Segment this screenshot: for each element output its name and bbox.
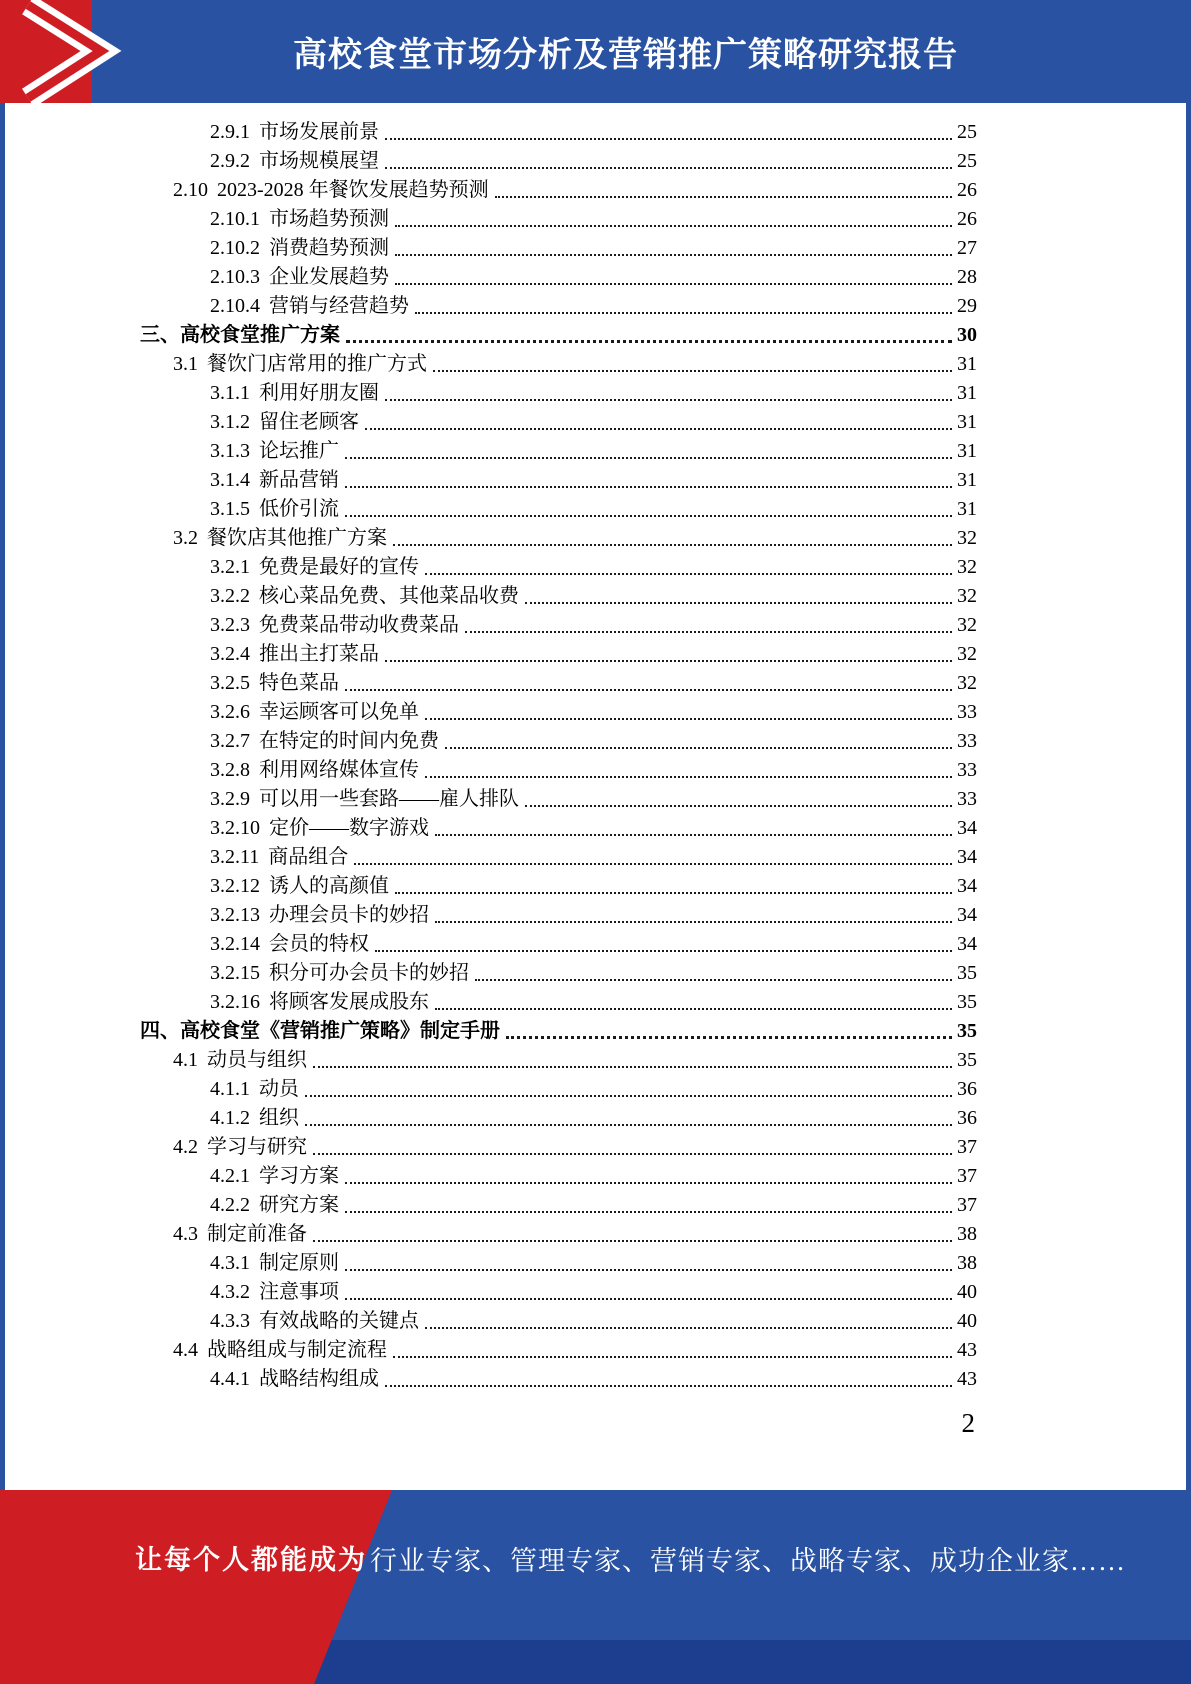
toc-entry: [140, 523, 977, 552]
toc-entry-number: 3.2.9: [210, 788, 250, 810]
toc-entry-page: 31: [957, 411, 977, 433]
toc-entry-number: 3.2.1: [210, 556, 250, 578]
toc-entry-page: 32: [957, 672, 977, 694]
toc-leader-dots: [395, 225, 952, 227]
toc-entry-number: 3.2.6: [210, 701, 250, 723]
toc-entry-number: 4.2: [173, 1136, 198, 1158]
toc-leader-dots: [375, 950, 952, 952]
toc-entry: [140, 610, 977, 639]
toc-leader-dots: [425, 776, 952, 778]
toc-entry: [140, 1335, 977, 1364]
toc-entry-page: 32: [957, 585, 977, 607]
toc-leader-dots: [345, 1269, 952, 1271]
toc-entry: [140, 320, 977, 349]
toc-entry-page: 37: [957, 1136, 977, 1158]
toc-entry-number: 3.2.14: [210, 933, 260, 955]
toc-entry-title: 制定原则: [259, 1252, 339, 1274]
toc-entry: [140, 262, 977, 291]
toc-entry-number: 3.2.7: [210, 730, 250, 752]
toc-entry-number: 4.1: [173, 1049, 198, 1071]
toc-entry-number: 3.2.5: [210, 672, 250, 694]
toc-entry: [140, 1161, 977, 1190]
toc-entry: [140, 233, 977, 262]
toc-entry: [140, 494, 977, 523]
toc-entry-page: 38: [957, 1223, 977, 1245]
toc-entry-page: 27: [957, 237, 977, 259]
toc-entry: [140, 697, 977, 726]
toc-entry-title: 市场趋势预测: [269, 208, 389, 230]
toc-entry: [140, 987, 977, 1016]
toc-entry: [140, 1045, 977, 1074]
toc-leader-dots: [385, 660, 952, 662]
toc-entry-number: 3.1.5: [210, 498, 250, 520]
page-number: 2: [961, 1408, 975, 1438]
toc-entry: [140, 726, 977, 755]
toc-entry-title: 注意事项: [259, 1281, 339, 1303]
toc-entry: [140, 465, 977, 494]
toc-entry-page: 32: [957, 643, 977, 665]
toc-entry: [140, 146, 977, 175]
toc-leader-dots: [305, 1095, 952, 1097]
toc-leader-dots: [305, 1124, 952, 1126]
toc-entry-number: 4.4: [173, 1339, 198, 1361]
toc-leader-dots: [445, 747, 952, 749]
toc-entry-page: 43: [957, 1368, 977, 1390]
toc-entry-title: 核心菜品免费、其他菜品收费: [259, 585, 519, 607]
toc-leader-dots: [465, 631, 952, 633]
toc-entry-title: 留住老顾客: [259, 411, 359, 433]
toc-entry-page: 43: [957, 1339, 977, 1361]
header-band: [0, 0, 1191, 103]
toc-leader-dots: [365, 428, 952, 430]
toc-entry-number: 2.9.2: [210, 150, 250, 172]
right-edge-rule: [1186, 103, 1191, 1490]
toc-entry-title: 利用好朋友圈: [259, 382, 379, 404]
toc-entry-page: 35: [957, 1020, 977, 1042]
toc-entry-number: 3.2.2: [210, 585, 250, 607]
toc-entry-title: 餐饮门店常用的推广方式: [207, 353, 427, 375]
toc-entry: [140, 639, 977, 668]
toc-entry-page: 35: [957, 991, 977, 1013]
toc-entry-title: 免费是最好的宣传: [259, 556, 419, 578]
toc-entry-number: 4.3.2: [210, 1281, 250, 1303]
toc-entry: [140, 1132, 977, 1161]
toc-entry-page: 31: [957, 382, 977, 404]
toc-entry-title: 新品营销: [259, 469, 339, 491]
toc-entry-number: 四、: [140, 1020, 180, 1042]
footer-band: [0, 1490, 1191, 1684]
toc-entry: [140, 407, 977, 436]
toc-entry-number: 4.1.1: [210, 1078, 250, 1100]
toc-entry-title: 企业发展趋势: [269, 266, 389, 288]
toc-entry: [140, 552, 977, 581]
toc-entry-title: 商品组合: [268, 846, 349, 868]
toc-entry-number: 4.3: [173, 1223, 198, 1245]
toc-entry: [140, 1016, 977, 1045]
toc-entry-title: 幸运顾客可以免单: [259, 701, 419, 723]
toc-entry: [140, 1074, 977, 1103]
toc-leader-dots: [475, 979, 952, 981]
toc-entry-page: 34: [957, 846, 977, 868]
toc-leader-dots: [425, 718, 952, 720]
toc-entry: [140, 1277, 977, 1306]
toc-leader-dots: [345, 1211, 952, 1213]
toc-entry-number: 3.2.13: [210, 904, 260, 926]
toc-entry-page: 34: [957, 875, 977, 897]
toc-entry-title: 会员的特权: [269, 933, 369, 955]
toc-entry-page: 36: [957, 1078, 977, 1100]
toc-leader-dots: [354, 863, 952, 865]
toc-entry-page: 32: [957, 614, 977, 636]
toc-leader-dots: [345, 515, 952, 517]
toc-leader-dots: [346, 340, 952, 343]
toc-entry-page: 25: [957, 121, 977, 143]
toc-entry-page: 28: [957, 266, 977, 288]
toc-entry-page: 36: [957, 1107, 977, 1129]
toc-leader-dots: [345, 1298, 952, 1300]
toc-entry-page: 30: [957, 324, 977, 346]
toc-entry-number: 2.10.1: [210, 208, 260, 230]
toc-leader-dots: [425, 1327, 952, 1329]
toc-entry-title: 定价——数字游戏: [269, 817, 429, 839]
toc-entry-number: 4.2.1: [210, 1165, 250, 1187]
toc-entry-title: 消费趋势预测: [269, 237, 389, 259]
toc-entry-number: 3.2.8: [210, 759, 250, 781]
toc-leader-dots: [313, 1240, 952, 1242]
toc-entry: [140, 755, 977, 784]
toc-entry-number: 4.4.1: [210, 1368, 250, 1390]
toc-entry-title: 可以用一些套路——雇人排队: [259, 788, 519, 810]
toc-entry: [140, 436, 977, 465]
toc-leader-dots: [313, 1066, 952, 1068]
toc-entry-page: 34: [957, 904, 977, 926]
toc-entry-title: 制定前准备: [207, 1223, 307, 1245]
toc-entry-number: 3.2.10: [210, 817, 260, 839]
toc-entry-title: 组织: [259, 1107, 299, 1129]
toc-entry-title: 积分可办会员卡的妙招: [269, 962, 469, 984]
toc-entry-page: 32: [957, 556, 977, 578]
toc-entry: [140, 1103, 977, 1132]
toc-entry: [140, 871, 977, 900]
toc-entry-page: 33: [957, 701, 977, 723]
toc-entry-title: 诱人的高颜值: [269, 875, 389, 897]
toc-entry-title: 推出主打菜品: [259, 643, 379, 665]
toc-entry-number: 3.1: [173, 353, 198, 375]
toc-entry-number: 2.10.3: [210, 266, 260, 288]
toc-entry-title: 有效战略的关键点: [259, 1310, 419, 1332]
toc-entry: [140, 842, 977, 871]
footer-slogan-left: 让每个人都能成为: [135, 1545, 367, 1575]
toc-entry: [140, 349, 977, 378]
toc-entry: [140, 929, 977, 958]
toc-entry-title: 高校食堂《营销推广策略》制定手册: [180, 1020, 500, 1042]
toc-entry-title: 营销与经营趋势: [269, 295, 409, 317]
footer-banner-graphic: [0, 1490, 1191, 1684]
toc-leader-dots: [435, 1008, 952, 1010]
toc-entry-page: 26: [957, 179, 977, 201]
toc-leader-dots: [525, 805, 952, 807]
toc-entry-page: 34: [957, 817, 977, 839]
toc-leader-dots: [415, 312, 952, 314]
toc-entry-number: 三、: [140, 324, 180, 346]
toc-entry-title: 市场发展前景: [259, 121, 379, 143]
toc-leader-dots: [435, 834, 952, 836]
toc-leader-dots: [435, 921, 952, 923]
toc-entry-title: 学习方案: [259, 1165, 339, 1187]
toc-leader-dots: [525, 602, 952, 604]
toc-leader-dots: [385, 1385, 952, 1387]
toc-entry-title: 2023-2028 年餐饮发展趋势预测: [217, 179, 489, 201]
toc-leader-dots: [385, 399, 952, 401]
toc-entry-page: 33: [957, 730, 977, 752]
chevron-badge-icon: [0, 0, 150, 103]
toc-entry-page: 31: [957, 498, 977, 520]
toc-entry: [140, 291, 977, 320]
footer-slogan-right: 行业专家、管理专家、营销专家、战略专家、成功企业家……: [370, 1546, 1126, 1576]
toc-leader-dots: [345, 486, 952, 488]
toc-entry-page: 31: [957, 440, 977, 462]
toc-entry-page: 26: [957, 208, 977, 230]
toc-entry: [140, 204, 977, 233]
toc-entry-number: 4.1.2: [210, 1107, 250, 1129]
toc-entry-page: 37: [957, 1165, 977, 1187]
toc-entry-title: 战略组成与制定流程: [207, 1339, 387, 1361]
toc-entry-number: 2.10.4: [210, 295, 260, 317]
toc-entry-title: 动员与组织: [207, 1049, 307, 1071]
toc-leader-dots: [393, 1356, 952, 1358]
toc-entry-page: 33: [957, 759, 977, 781]
toc-entry-title: 高校食堂推广方案: [180, 324, 340, 346]
left-edge-rule: [0, 103, 5, 1490]
toc-list: [140, 117, 977, 1393]
toc-entry-page: 33: [957, 788, 977, 810]
toc-entry-page: 32: [957, 527, 977, 549]
report-title: 高校食堂市场分析及营销推广策略研究报告: [293, 36, 958, 74]
toc-leader-dots: [345, 457, 952, 459]
toc-entry: [140, 1306, 977, 1335]
toc-entry-title: 免费菜品带动收费菜品: [259, 614, 459, 636]
toc-entry-title: 办理会员卡的妙招: [269, 904, 429, 926]
toc-entry-title: 研究方案: [259, 1194, 339, 1216]
toc-entry-number: 2.10.2: [210, 237, 260, 259]
toc-entry-number: 3.2.4: [210, 643, 250, 665]
toc-entry-page: 35: [957, 962, 977, 984]
toc-entry-number: 2.10: [173, 179, 208, 201]
toc-entry-page: 40: [957, 1281, 977, 1303]
toc-leader-dots: [425, 573, 952, 575]
toc-leader-dots: [506, 1036, 952, 1039]
toc-entry-number: 4.2.2: [210, 1194, 250, 1216]
toc-entry-title: 特色菜品: [259, 672, 339, 694]
toc-entry-number: 3.1.3: [210, 440, 250, 462]
toc-entry: [140, 1190, 977, 1219]
toc-leader-dots: [495, 196, 952, 198]
toc-entry-number: 3.2.12: [210, 875, 260, 897]
toc-entry-page: 31: [957, 469, 977, 491]
toc-entry-page: 40: [957, 1310, 977, 1332]
toc-entry-number: 3.1.2: [210, 411, 250, 433]
toc-entry-number: 3.2.11: [210, 846, 260, 868]
toc-entry-number: 3.2.3: [210, 614, 250, 636]
toc-entry-title: 战略结构组成: [259, 1368, 379, 1390]
toc-entry-number: 3.2.15: [210, 962, 260, 984]
toc-entry-number: 3.2: [173, 527, 198, 549]
toc-entry-page: 35: [957, 1049, 977, 1071]
toc-entry: [140, 1219, 977, 1248]
toc-leader-dots: [345, 1182, 952, 1184]
toc-entry-number: 3.1.1: [210, 382, 250, 404]
toc-entry-title: 将顾客发展成股东: [269, 991, 429, 1013]
toc-leader-dots: [395, 254, 952, 256]
toc-entry: [140, 1364, 977, 1393]
toc-entry: [140, 581, 977, 610]
toc-leader-dots: [393, 544, 952, 546]
toc-entry-title: 在特定的时间内免费: [259, 730, 439, 752]
toc-entry-number: 2.9.1: [210, 121, 250, 143]
toc-leader-dots: [433, 370, 952, 372]
toc-entry-number: 3.2.16: [210, 991, 260, 1013]
toc-entry-title: 低价引流: [259, 498, 339, 520]
toc-entry-title: 学习与研究: [207, 1136, 307, 1158]
toc-entry: [140, 900, 977, 929]
toc-leader-dots: [395, 892, 952, 894]
toc-entry-number: 4.3.3: [210, 1310, 250, 1332]
toc-entry-title: 餐饮店其他推广方案: [207, 527, 387, 549]
toc-leader-dots: [385, 167, 952, 169]
toc-leader-dots: [395, 283, 952, 285]
toc-entry: [140, 378, 977, 407]
toc-entry-title: 论坛推广: [259, 440, 339, 462]
toc-entry-page: 29: [957, 295, 977, 317]
toc-entry: [140, 117, 977, 146]
toc-entry: [140, 784, 977, 813]
toc-leader-dots: [345, 689, 952, 691]
toc-entry-page: 34: [957, 933, 977, 955]
toc-entry-page: 25: [957, 150, 977, 172]
toc-entry-page: 37: [957, 1194, 977, 1216]
toc-leader-dots: [385, 138, 952, 140]
toc-entry: [140, 813, 977, 842]
toc-entry-title: 动员: [259, 1078, 299, 1100]
toc-entry-page: 38: [957, 1252, 977, 1274]
toc-entry-number: 3.1.4: [210, 469, 250, 491]
toc-entry: [140, 1248, 977, 1277]
toc-entry-page: 31: [957, 353, 977, 375]
toc-entry-title: 利用网络媒体宣传: [259, 759, 419, 781]
toc-entry: [140, 668, 977, 697]
toc-entry-number: 4.3.1: [210, 1252, 250, 1274]
toc-entry: [140, 958, 977, 987]
toc-leader-dots: [313, 1153, 952, 1155]
toc-entry: [140, 175, 977, 204]
toc-entry-title: 市场规模展望: [259, 150, 379, 172]
